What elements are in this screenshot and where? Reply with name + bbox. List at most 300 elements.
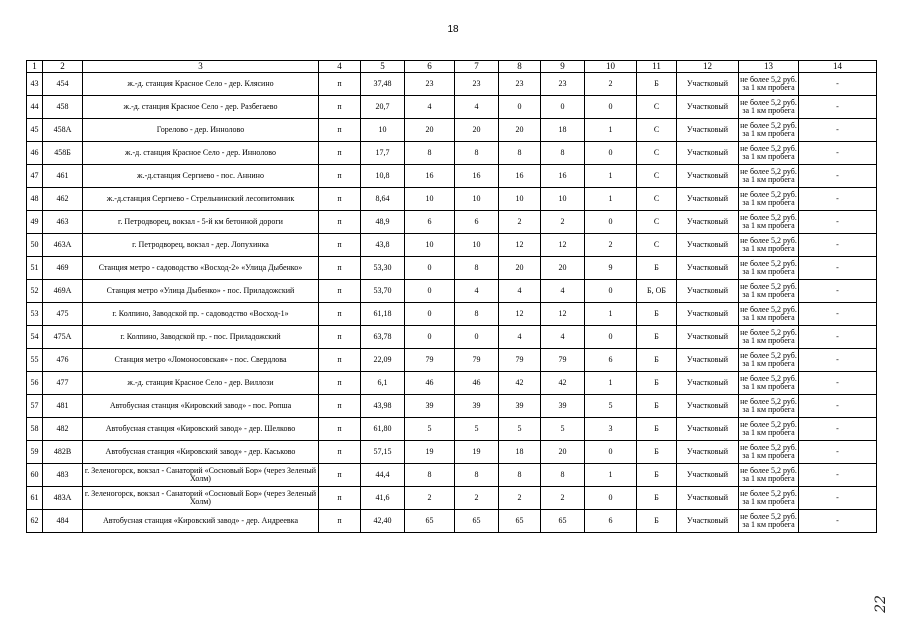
table-cell: 54 <box>27 326 43 349</box>
table-cell: 39 <box>455 395 499 418</box>
table-cell: ж.-д. станция Красное Село - дер. Виллози <box>83 372 319 395</box>
table-cell: - <box>799 257 877 280</box>
table-cell: п <box>319 280 361 303</box>
table-cell: п <box>319 326 361 349</box>
table-cell: Б <box>637 372 677 395</box>
table-cell: п <box>319 119 361 142</box>
table-row <box>27 119 877 142</box>
table-cell: 5 <box>405 418 455 441</box>
table-cell: 1 <box>585 165 637 188</box>
table-cell: Участковый <box>677 142 739 165</box>
table-cell: 476 <box>43 349 83 372</box>
table-row <box>27 372 877 395</box>
header-cell: 1 <box>27 61 43 73</box>
table-cell: 48,9 <box>361 211 405 234</box>
table-cell: 61,18 <box>361 303 405 326</box>
table-cell: 1 <box>585 372 637 395</box>
table-cell: не более 5,2 руб. за 1 км пробега <box>739 280 799 303</box>
table-cell: 8 <box>541 142 585 165</box>
table-cell: 43,98 <box>361 395 405 418</box>
table-cell: - <box>799 188 877 211</box>
table-cell: п <box>319 418 361 441</box>
table-cell: 16 <box>405 165 455 188</box>
table-cell: Участковый <box>677 119 739 142</box>
table-cell: 10 <box>499 188 541 211</box>
table-cell: ж.-д.станция Сергиево - пос. Аннино <box>83 165 319 188</box>
table-cell: п <box>319 73 361 96</box>
table-cell: 10 <box>541 188 585 211</box>
table-cell: Участковый <box>677 280 739 303</box>
header-cell: 11 <box>637 61 677 73</box>
table-row <box>27 188 877 211</box>
table-cell: 53,70 <box>361 280 405 303</box>
table-cell: 62 <box>27 510 43 533</box>
table-cell: 10 <box>361 119 405 142</box>
table-cell: не более 5,2 руб. за 1 км пробега <box>739 119 799 142</box>
table-cell: - <box>799 510 877 533</box>
table-cell: 19 <box>405 441 455 464</box>
table-cell: 483 <box>43 464 83 487</box>
table-cell: 12 <box>541 234 585 257</box>
table-cell: 16 <box>499 165 541 188</box>
table-cell: Горелово - дер. Иннолово <box>83 119 319 142</box>
table-row <box>27 73 877 96</box>
table-cell: 8 <box>541 464 585 487</box>
table-cell: С <box>637 142 677 165</box>
table-cell: 46 <box>455 372 499 395</box>
table-cell: не более 5,2 руб. за 1 км пробега <box>739 165 799 188</box>
table-cell: 22,09 <box>361 349 405 372</box>
table-cell: 37,48 <box>361 73 405 96</box>
table-cell: 56 <box>27 372 43 395</box>
table-cell: не более 5,2 руб. за 1 км пробега <box>739 395 799 418</box>
table-cell: 65 <box>541 510 585 533</box>
table-cell: п <box>319 349 361 372</box>
table-cell: 53,30 <box>361 257 405 280</box>
table-cell: - <box>799 280 877 303</box>
table-cell: 58 <box>27 418 43 441</box>
table-cell: - <box>799 487 877 510</box>
table-cell: С <box>637 211 677 234</box>
header-cell: 6 <box>405 61 455 73</box>
table-cell: 23 <box>455 73 499 96</box>
table-cell: 57,15 <box>361 441 405 464</box>
table-row <box>27 464 877 487</box>
table-cell: 10 <box>405 234 455 257</box>
table-cell: г. Колпино, Заводской пр. - садоводство «Восход-1» <box>83 303 319 326</box>
table-cell: 44,4 <box>361 464 405 487</box>
table-cell: Участковый <box>677 188 739 211</box>
table-cell: 9 <box>585 257 637 280</box>
table-cell: 458А <box>43 119 83 142</box>
table-cell: 2 <box>455 487 499 510</box>
table-cell: 5 <box>455 418 499 441</box>
table-cell: 10 <box>405 188 455 211</box>
header-cell: 10 <box>585 61 637 73</box>
table-cell: 2 <box>585 73 637 96</box>
table-cell: 0 <box>585 280 637 303</box>
table-cell: ж.-д. станция Красное Село - дер. Разбегаево <box>83 96 319 119</box>
table-row <box>27 165 877 188</box>
table-cell: 0 <box>585 326 637 349</box>
table-cell: - <box>799 165 877 188</box>
table-row <box>27 487 877 510</box>
table-cell: п <box>319 96 361 119</box>
table-cell: 16 <box>455 165 499 188</box>
table-cell: 10 <box>455 188 499 211</box>
table-cell: С <box>637 119 677 142</box>
table-cell: п <box>319 510 361 533</box>
table-cell: 79 <box>541 349 585 372</box>
table-cell: 46 <box>27 142 43 165</box>
table-cell: 0 <box>405 326 455 349</box>
table-cell: ж.-д. станция Красное Село - дер. Клясино <box>83 73 319 96</box>
table-cell: Участковый <box>677 165 739 188</box>
table-cell: 65 <box>405 510 455 533</box>
table-cell: Б <box>637 510 677 533</box>
table-cell: 8 <box>455 257 499 280</box>
table-cell: 4 <box>405 96 455 119</box>
table-cell: не более 5,2 руб. за 1 км пробега <box>739 257 799 280</box>
table-cell: 16 <box>541 165 585 188</box>
table-cell: Автобусная станция «Кировский завод» - пос. Ропша <box>83 395 319 418</box>
table-cell: 55 <box>27 349 43 372</box>
table-cell: - <box>799 303 877 326</box>
table-cell: 6 <box>585 510 637 533</box>
table-cell: г. Петродворец, вокзал - дер. Лопухинка <box>83 234 319 257</box>
table-cell: 8 <box>405 464 455 487</box>
table-cell: 4 <box>455 280 499 303</box>
header-row <box>27 61 877 73</box>
table-cell: Б <box>637 418 677 441</box>
table-cell: 45 <box>27 119 43 142</box>
table-cell: не более 5,2 руб. за 1 км пробега <box>739 418 799 441</box>
table-cell: г. Петродворец, вокзал - 5-й км бетонной дороги <box>83 211 319 234</box>
table-cell: 458 <box>43 96 83 119</box>
table-cell: - <box>799 326 877 349</box>
table-row <box>27 257 877 280</box>
page-number: 18 <box>447 24 459 35</box>
table-cell: 483А <box>43 487 83 510</box>
table-cell: 0 <box>585 487 637 510</box>
table-cell: - <box>799 96 877 119</box>
table-cell: Участковый <box>677 395 739 418</box>
table-row <box>27 234 877 257</box>
table-cell: 2 <box>499 487 541 510</box>
table-cell: Участковый <box>677 234 739 257</box>
table-cell: 8 <box>499 464 541 487</box>
table-cell: 43 <box>27 73 43 96</box>
table-cell: 20 <box>541 441 585 464</box>
table-cell: 49 <box>27 211 43 234</box>
table-cell: 0 <box>585 96 637 119</box>
table-cell: 12 <box>541 303 585 326</box>
table-cell: 41,6 <box>361 487 405 510</box>
table-cell: Станция метро - садоводство «Восход-2» «Улица Дыбенко» <box>83 257 319 280</box>
table-cell: 469А <box>43 280 83 303</box>
table-cell: 23 <box>405 73 455 96</box>
table-cell: 8,64 <box>361 188 405 211</box>
table-cell: 484 <box>43 510 83 533</box>
table-cell: С <box>637 234 677 257</box>
table-cell: 8 <box>405 142 455 165</box>
table-cell: 47 <box>27 165 43 188</box>
table-cell: 1 <box>585 464 637 487</box>
table-cell: - <box>799 119 877 142</box>
table-cell: 23 <box>499 73 541 96</box>
table-cell: Станция метро «Ломоносовская» - пос. Свердлова <box>83 349 319 372</box>
table-cell: 42 <box>499 372 541 395</box>
table-cell: 20 <box>499 257 541 280</box>
table-cell: ж.-д. станция Красное Село - дер. Иннолово <box>83 142 319 165</box>
table-cell: Участковый <box>677 303 739 326</box>
table-cell: 79 <box>455 349 499 372</box>
table-cell: 18 <box>541 119 585 142</box>
table-cell: 475 <box>43 303 83 326</box>
header-cell: 5 <box>361 61 405 73</box>
table-cell: 0 <box>455 326 499 349</box>
table-cell: 61,80 <box>361 418 405 441</box>
table-cell: не более 5,2 руб. за 1 км пробега <box>739 326 799 349</box>
table-cell: Участковый <box>677 257 739 280</box>
table-cell: 2 <box>585 234 637 257</box>
table-cell: 0 <box>405 257 455 280</box>
table-row <box>27 280 877 303</box>
table-cell: 42 <box>541 372 585 395</box>
table-cell: 48 <box>27 188 43 211</box>
table-cell: п <box>319 188 361 211</box>
table-cell: не более 5,2 руб. за 1 км пробега <box>739 464 799 487</box>
table-cell: Б <box>637 257 677 280</box>
header-cell: 8 <box>499 61 541 73</box>
table-cell: 8 <box>499 142 541 165</box>
table-cell: Участковый <box>677 464 739 487</box>
table-cell: 482 <box>43 418 83 441</box>
table-cell: - <box>799 349 877 372</box>
table-cell: не более 5,2 руб. за 1 км пробега <box>739 188 799 211</box>
table-cell: 20 <box>405 119 455 142</box>
table-cell: - <box>799 372 877 395</box>
table-cell: 462 <box>43 188 83 211</box>
table-cell: г. Зеленогорск, вокзал - Санаторий «Сосновый Бор» (через Зеленый Холм) <box>83 487 319 510</box>
table-row <box>27 96 877 119</box>
table-cell: Б <box>637 73 677 96</box>
table-cell: 6 <box>585 349 637 372</box>
table-cell: Участковый <box>677 418 739 441</box>
table-cell: Б <box>637 441 677 464</box>
table-cell: Участковый <box>677 372 739 395</box>
table-cell: Участковый <box>677 349 739 372</box>
header-cell: 13 <box>739 61 799 73</box>
table-cell: 65 <box>499 510 541 533</box>
table-cell: Автобусная станция «Кировский завод» - дер. Андреевка <box>83 510 319 533</box>
table-cell: не более 5,2 руб. за 1 км пробега <box>739 303 799 326</box>
table-cell: не более 5,2 руб. за 1 км пробега <box>739 142 799 165</box>
table-cell: 0 <box>405 303 455 326</box>
table-cell: Автобусная станция «Кировский завод» - дер. Шелково <box>83 418 319 441</box>
table-cell: 39 <box>499 395 541 418</box>
header-cell: 4 <box>319 61 361 73</box>
table-cell: 79 <box>405 349 455 372</box>
table-row <box>27 349 877 372</box>
table-cell: 0 <box>585 441 637 464</box>
table-cell: 8 <box>455 464 499 487</box>
table-cell: п <box>319 464 361 487</box>
table-cell: 12 <box>499 234 541 257</box>
table-cell: 454 <box>43 73 83 96</box>
header-cell: 14 <box>799 61 877 73</box>
table-cell: не более 5,2 руб. за 1 км пробега <box>739 441 799 464</box>
table-cell: 0 <box>585 211 637 234</box>
table-cell: 53 <box>27 303 43 326</box>
table-cell: Б, ОБ <box>637 280 677 303</box>
table-cell: 481 <box>43 395 83 418</box>
table-row <box>27 326 877 349</box>
table-cell: 0 <box>541 96 585 119</box>
table-row <box>27 142 877 165</box>
table-cell: 23 <box>541 73 585 96</box>
table-cell: п <box>319 234 361 257</box>
table-cell: 20,7 <box>361 96 405 119</box>
table-cell: г. Зеленогорск, вокзал - Санаторий «Сосновый Бор» (через Зеленый Холм) <box>83 464 319 487</box>
table-cell: 463А <box>43 234 83 257</box>
table-row <box>27 211 877 234</box>
table-cell: Участковый <box>677 487 739 510</box>
table-cell: 18 <box>499 441 541 464</box>
table-cell: 20 <box>499 119 541 142</box>
table-row <box>27 418 877 441</box>
table-cell: - <box>799 234 877 257</box>
table-cell: не более 5,2 руб. за 1 км пробега <box>739 211 799 234</box>
table-cell: 5 <box>499 418 541 441</box>
table-cell: п <box>319 372 361 395</box>
table-cell: 59 <box>27 441 43 464</box>
table-cell: 52 <box>27 280 43 303</box>
table-cell: 4 <box>499 280 541 303</box>
table-cell: 3 <box>585 418 637 441</box>
table-cell: 57 <box>27 395 43 418</box>
table-cell: 6,1 <box>361 372 405 395</box>
table-cell: 8 <box>455 142 499 165</box>
table-cell: 4 <box>541 280 585 303</box>
table-cell: ж.-д.станция Сергиево - Стрельнинский лесопитомник <box>83 188 319 211</box>
table-cell: не более 5,2 руб. за 1 км пробега <box>739 73 799 96</box>
table-cell: - <box>799 142 877 165</box>
table-cell: не более 5,2 руб. за 1 км пробега <box>739 234 799 257</box>
table-cell: п <box>319 257 361 280</box>
table-row <box>27 510 877 533</box>
table-cell: 482В <box>43 441 83 464</box>
table-cell: - <box>799 418 877 441</box>
table-cell: 43,8 <box>361 234 405 257</box>
table-cell: 6 <box>405 211 455 234</box>
table-cell: 461 <box>43 165 83 188</box>
table-cell: не более 5,2 руб. за 1 км пробега <box>739 510 799 533</box>
table-cell: г. Колпино, Заводской пр. - пос. Приладожский <box>83 326 319 349</box>
table-cell: Б <box>637 464 677 487</box>
table-cell: 65 <box>455 510 499 533</box>
table-cell: п <box>319 395 361 418</box>
table-cell: 5 <box>541 418 585 441</box>
header-cell: 3 <box>83 61 319 73</box>
table-cell: 477 <box>43 372 83 395</box>
table-cell: п <box>319 165 361 188</box>
table-cell: п <box>319 142 361 165</box>
table-cell: не более 5,2 руб. за 1 км пробега <box>739 96 799 119</box>
table-cell: 5 <box>585 395 637 418</box>
table-cell: 2 <box>499 211 541 234</box>
table-cell: 20 <box>455 119 499 142</box>
table-cell: 1 <box>585 188 637 211</box>
table-cell: п <box>319 487 361 510</box>
table-cell: - <box>799 73 877 96</box>
table-cell: 12 <box>499 303 541 326</box>
table-cell: - <box>799 211 877 234</box>
table-cell: 4 <box>455 96 499 119</box>
table-cell: 63,78 <box>361 326 405 349</box>
header-cell: 7 <box>455 61 499 73</box>
table-cell: 39 <box>405 395 455 418</box>
table-cell: Автобусная станция «Кировский завод» - дер. Каськово <box>83 441 319 464</box>
table-cell: 10 <box>455 234 499 257</box>
table-cell: п <box>319 441 361 464</box>
table-cell: Участковый <box>677 441 739 464</box>
table-cell: 2 <box>405 487 455 510</box>
table-cell: Б <box>637 326 677 349</box>
table-cell: С <box>637 165 677 188</box>
table-cell: 0 <box>585 142 637 165</box>
table-cell: 44 <box>27 96 43 119</box>
table-row <box>27 303 877 326</box>
table-cell: - <box>799 395 877 418</box>
table-cell: 2 <box>541 487 585 510</box>
table-cell: Б <box>637 349 677 372</box>
table-cell: Б <box>637 487 677 510</box>
table-cell: Участковый <box>677 96 739 119</box>
table-cell: С <box>637 96 677 119</box>
header-cell: 9 <box>541 61 585 73</box>
table-cell: 1 <box>585 119 637 142</box>
table-cell: Участковый <box>677 326 739 349</box>
table-cell: 79 <box>499 349 541 372</box>
table-cell: 458Б <box>43 142 83 165</box>
table-cell: 6 <box>455 211 499 234</box>
table-cell: 51 <box>27 257 43 280</box>
header-cell: 12 <box>677 61 739 73</box>
table-cell: не более 5,2 руб. за 1 км пробега <box>739 349 799 372</box>
table-cell: С <box>637 188 677 211</box>
table-cell: 61 <box>27 487 43 510</box>
table-cell: 46 <box>405 372 455 395</box>
table-cell: 50 <box>27 234 43 257</box>
header-cell: 2 <box>43 61 83 73</box>
table-cell: 463 <box>43 211 83 234</box>
table-cell: Участковый <box>677 73 739 96</box>
table-cell: не более 5,2 руб. за 1 км пробега <box>739 372 799 395</box>
table-cell: 20 <box>541 257 585 280</box>
table-cell: Станция метро «Улица Дыбенко» - пос. Приладожский <box>83 280 319 303</box>
table-cell: 39 <box>541 395 585 418</box>
table-cell: - <box>799 441 877 464</box>
table-cell: п <box>319 211 361 234</box>
table-cell: - <box>799 464 877 487</box>
table-cell: не более 5,2 руб. за 1 км пробега <box>739 487 799 510</box>
table-cell: 8 <box>455 303 499 326</box>
table-cell: 2 <box>541 211 585 234</box>
table-cell: 1 <box>585 303 637 326</box>
table-cell: 60 <box>27 464 43 487</box>
table-cell: Участковый <box>677 510 739 533</box>
